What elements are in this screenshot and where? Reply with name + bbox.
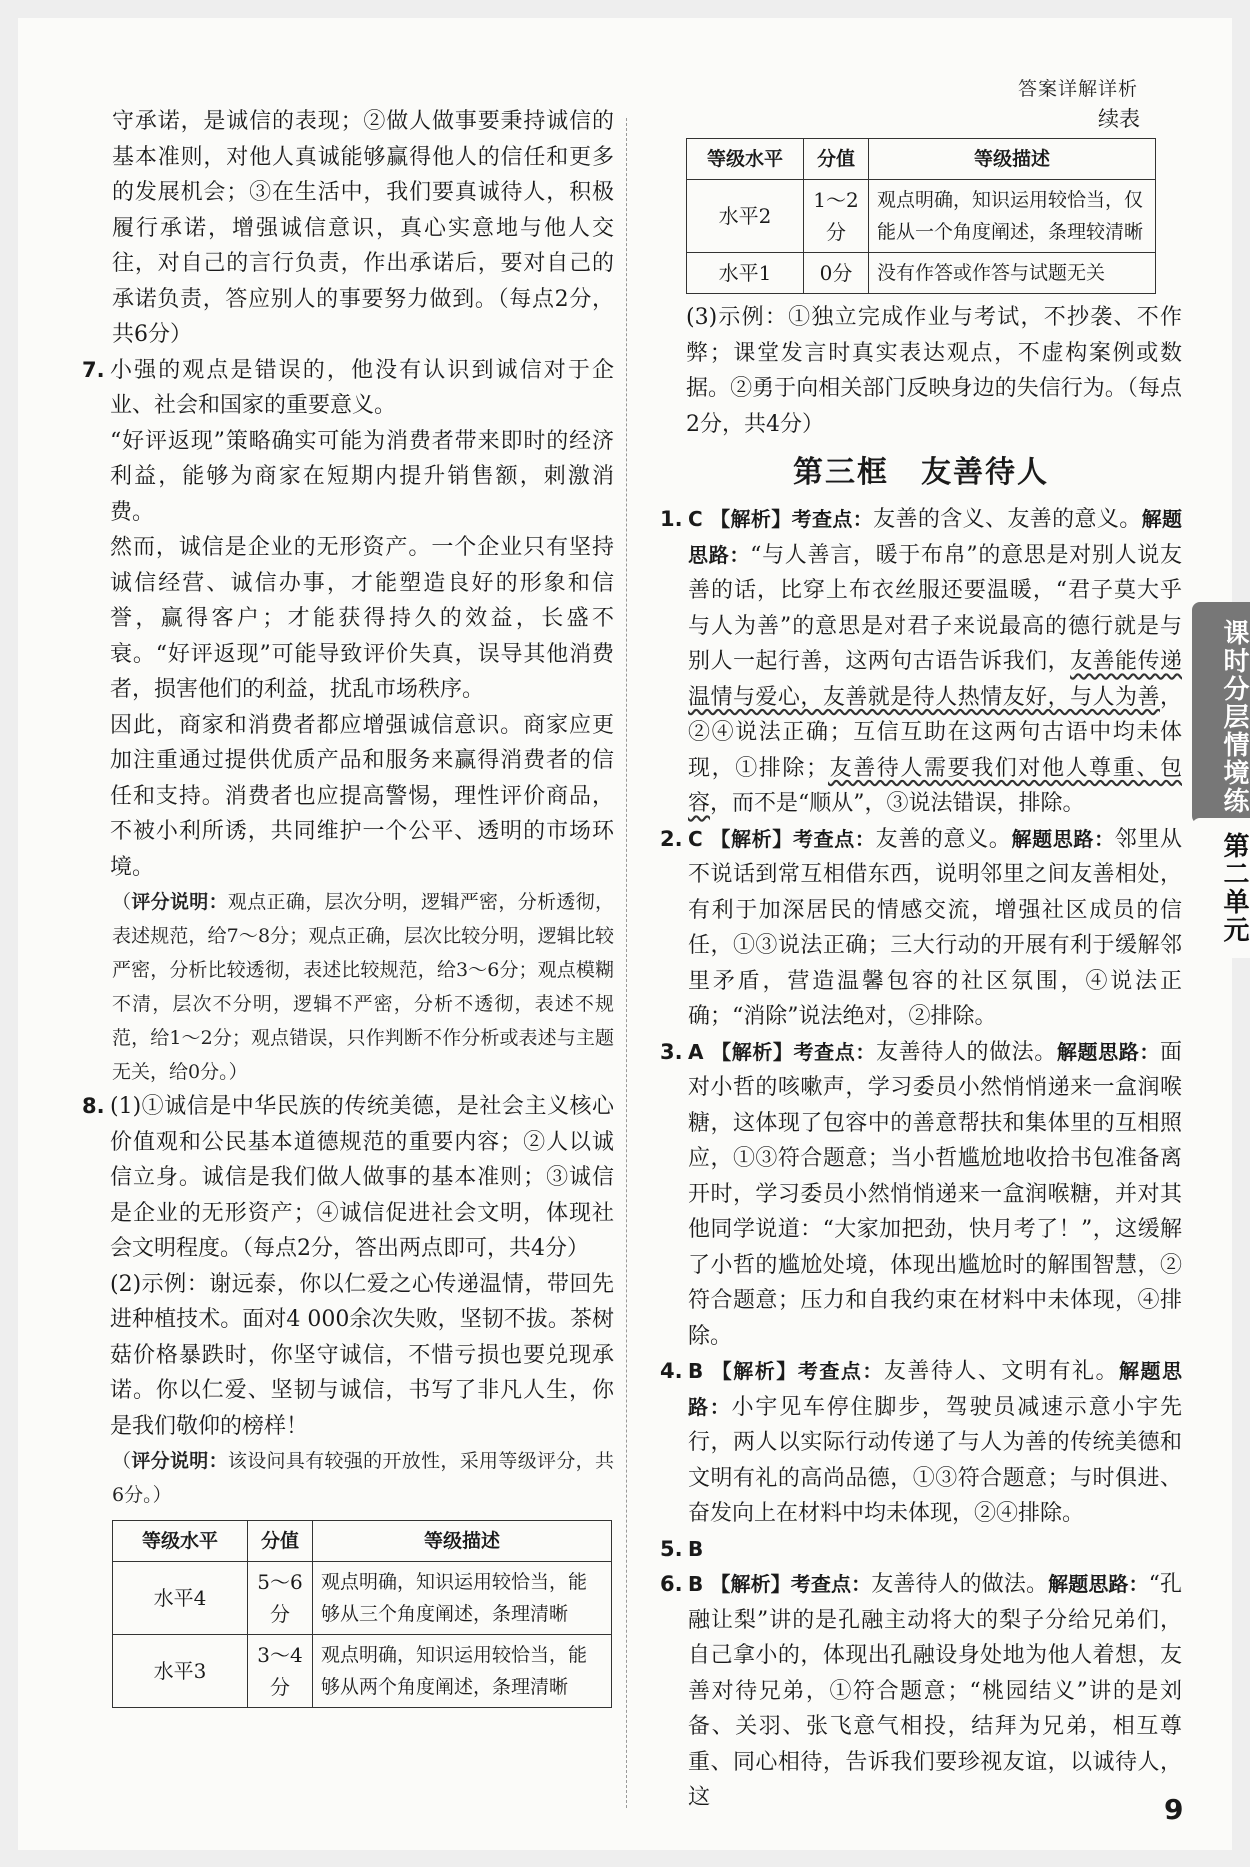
answer-choice: B — [688, 1536, 704, 1561]
column-divider — [626, 118, 627, 1808]
solution-text: “与人善言，暖于布帛”的意思是对别人说友善的话，比穿上布衣丝服还要温暖，“君子莫大乎与人为善”的意思是对君子来说最高的德行就是与别人一起行善，这两句古语告诉我们， — [688, 542, 1183, 674]
table-header: 等级描述 — [869, 139, 1156, 180]
answer-7-para-1: 小强的观点是错误的，他没有认识到诚信对于企业、社会和国家的重要意义。 — [110, 357, 614, 418]
scoring-note-label: 评分说明： — [131, 891, 228, 913]
answer-7-para-2: “好评返现”策略确实可能为消费者带来即时的经济利益，能够为商家在短期内提升销售额，刺激消费。 — [110, 428, 614, 525]
wavy-underline-text: 友善待人需要我们对他人尊重、包容 — [688, 755, 1182, 816]
table-row — [687, 253, 1156, 294]
continued-answer-6: 守承诺，是诚信的表现；②做人做事要秉持诚信的基本准则，对他人真诚能够赢得他人的信任和更多的发展机会；③在生活中，我们要真诚待人，积极履行承诺，增强诚信意识，真心实意地与他人交往，对自己的言行负责，作出承诺后，要对自己的承诺负责，答应别人的事要努力做到。（每点2分，共6分） — [112, 109, 614, 347]
answer-number: 7. — [82, 357, 105, 382]
answer-number: 4. — [660, 1359, 683, 1383]
table-row — [113, 1562, 612, 1635]
answer-8-part-3: (3)示例：①独立完成作业与考试，不抄袭、不作弊；课堂发言时真实表达观点，不虚构案例或数据。②勇于向相关部门反映身边的失信行为。（每点2分，共4分） — [686, 305, 1182, 437]
solution-label: 解题思路： — [1048, 1572, 1149, 1596]
scoring-note-text: 观点正确，层次分明，逻辑严密，分析透彻，表述规范，给7～8分；观点正确，层次比较分明，逻辑比较严密，分析比较透彻，表述比较规范，给3～6分；观点模糊不清，层次不分明，逻辑不严密，分析不透彻，表述不规范，给1～2分；观点错误，只作判断不作分析或表述与主题无关，给0分。） — [112, 891, 614, 1083]
wavy-underline-text: 友善能传递温情与爱心，友善就是待人热情友好，与人为善 — [688, 649, 1182, 710]
key-point-label: 考查点： — [793, 1039, 876, 1064]
answer-number: 5. — [660, 1536, 683, 1561]
solution-label: 解题思路： — [1056, 1039, 1160, 1064]
answer-8-part-2: (2)示例：谢远泰，你以仁爱之心传递温情，带回先进种植技术。面对4 000余次失败，坚韧不拔。茶树菇价格暴跌时，你坚守诚信，不惜亏损也要兑现承诺。你以仁爱、坚韧与诚信，书写了非凡人生，你是我们敬仰的榜样！ — [110, 1271, 614, 1439]
solution-label: 解题思路： — [1011, 826, 1115, 851]
key-point-label: 考查点： — [792, 826, 876, 851]
answer-choice: B — [688, 1572, 704, 1596]
analysis-tag: 【解析】 — [710, 826, 793, 851]
solution-text: 邻里从不说话到常互相借东西，说明邻里之间友善相处，有利于加深居民的情感交流，增强社区成员的信任，①③说法正确；三大行动的开展有利于缓解邻里矛盾，营造温馨包容的社区氛围，④说法正确；“消除”说法绝对，②排除。 — [688, 826, 1183, 1029]
answer-number: 1. — [660, 507, 683, 531]
key-point-label: 考查点： — [791, 507, 874, 531]
section-title: 第三框 友善待人 — [793, 455, 1049, 490]
answer-number: 6. — [660, 1572, 683, 1596]
description-cell: 没有作答或作答与试题无关 — [869, 253, 1156, 294]
answer-7 — [82, 353, 614, 886]
answer-number: 3. — [660, 1039, 683, 1064]
answer-item-3 — [660, 1035, 1182, 1355]
table-row — [687, 180, 1156, 253]
analysis-tag: 【解析】 — [710, 1572, 791, 1596]
key-point-label: 考查点： — [797, 1359, 884, 1383]
answer-choice: B — [688, 1359, 704, 1383]
answer-choice: C — [688, 507, 703, 531]
solution-text: ，而不是“顺从”，③说法错误，排除。 — [710, 791, 1085, 816]
answer-page — [18, 18, 1249, 1850]
analysis-tag: 【解析】 — [710, 507, 792, 531]
side-tab-unit: 第二单元 — [1192, 818, 1250, 958]
grading-table-continued — [686, 138, 1156, 294]
scoring-note-8: （评分说明：该设问具有较强的开放性，采用等级评分，共6分。） — [112, 1450, 614, 1506]
page-number: 9 — [1164, 1793, 1184, 1826]
key-point-text: 友善待人的做法。 — [876, 1039, 1057, 1065]
description-cell: 观点明确，知识运用较恰当，仅能从一个角度阐述，条理较清晰 — [869, 180, 1156, 253]
level-cell: 水平2 — [687, 180, 804, 253]
answer-7-para-4: 因此，商家和消费者都应增强诚信意识。商家应更加注重通过提供优质产品和服务来赢得消费者的信任和支持。消费者也应提高警惕，理性评价商品，不被小利所诱，共同维护一个公平、透明的市场环境。 — [110, 712, 614, 880]
table-header-row — [113, 1521, 612, 1562]
answer-number: 8. — [82, 1094, 105, 1118]
analysis-tag: 【解析】 — [711, 1359, 798, 1383]
score-cell: 1～2分 — [804, 180, 869, 253]
solution-label: 解题思路： — [688, 507, 1183, 567]
answer-choice: C — [688, 826, 703, 851]
answer-item-1 — [660, 502, 1182, 822]
left-column — [82, 104, 614, 1708]
answer-number: 2. — [660, 826, 683, 851]
solution-text: ，②④说法正确；互信互助在这两句古语中均未体现，①排除； — [688, 684, 1182, 781]
table-header: 分值 — [248, 1521, 313, 1562]
score-cell: 5～6分 — [248, 1562, 313, 1635]
key-point-text: 友善待人、文明有礼。 — [883, 1359, 1119, 1384]
score-cell: 3～4分 — [248, 1635, 313, 1708]
answer-choice: A — [688, 1039, 704, 1064]
table-header: 等级水平 — [687, 139, 804, 180]
answer-7-para-3: 然而，诚信是企业的无形资产。一个企业只有坚持诚信经营、诚信办事，才能塑造良好的形象和信誉，赢得客户；才能获得持久的效益，长盛不衰。“好评返现”可能导致评价失真，误导其他消费者，损害他们的利益，扰乱市场秩序。 — [110, 535, 614, 702]
table-row — [113, 1635, 612, 1708]
table-header: 等级描述 — [313, 1521, 612, 1562]
scoring-note-7: （评分说明：观点正确，层次分明，逻辑严密，分析透彻，表述规范，给7～8分；观点正确，层次比较分明，逻辑比较严密，分析比较透彻，表述比较规范，给3～6分；观点模糊不清，层次不分明，逻辑不严密，分析不透彻，表述不规范，给1～2分；观点错误，只作判断不作分析或表述与主题无关，给0分。） — [112, 891, 614, 1083]
level-cell: 水平4 — [113, 1562, 248, 1635]
description-cell: 观点明确，知识运用较恰当，能够从两个角度阐述，条理清晰 — [313, 1635, 612, 1708]
table-header: 等级水平 — [113, 1521, 248, 1562]
side-tab-section: 课时分层情境练 — [1192, 602, 1250, 824]
continued-table-label: 续表 — [1098, 107, 1140, 131]
answer-item-2 — [660, 822, 1182, 1035]
scoring-note-label: 评分说明： — [131, 1450, 228, 1472]
solution-text: 面对小哲的咳嗽声，学习委员小然悄悄递来一盒润喉糖，这体现了包容中的善意帮扶和集体里的互相照应，①③符合题意；当小哲尴尬地收拾书包准备离开时，学习委员小然悄悄递来一盒润喉糖，并对其他同学说道：“大家加把劲，快月考了！”，这缓解了小哲的尴尬处境，体现出尴尬时的解围智慧，②符合题意；压力和自我约束在材料中未体现，④排除。 — [688, 1039, 1182, 1349]
description-cell: 观点明确，知识运用较恰当，能够从三个角度阐述，条理清晰 — [313, 1562, 612, 1635]
key-point-text: 友善的含义、友善的意义。 — [873, 507, 1142, 532]
answer-item-6 — [660, 1567, 1182, 1816]
level-cell: 水平3 — [113, 1635, 248, 1708]
key-point-text: 友善的意义。 — [875, 826, 1012, 852]
header-title: 答案详解详析 — [1018, 78, 1139, 100]
solution-label: 解题思路： — [688, 1359, 1183, 1419]
solution-text: 小宇见车停住脚步，驾驶员减速示意小宇先行，两人以实际行动传递了与人为善的传统美德和文明有礼的高尚品德，①③符合题意；与时俱进、奋发向上在材料中均未体现，②④排除。 — [688, 1394, 1182, 1526]
key-point-text: 友善待人的做法。 — [871, 1572, 1049, 1597]
level-cell: 水平1 — [687, 253, 804, 294]
solution-text: “孔融让梨”讲的是孔融主动将大的梨子分给兄弟们，自己拿小的，体现出孔融设身处地为他人着想，友善对待兄弟，①符合题意；“桃园结义”讲的是刘备、关羽、张飞意气相投，结拜为兄弟，相互尊重、同心相待，告诉我们要珍视友谊，以诚待人，这 — [688, 1572, 1183, 1810]
answer-item-4 — [660, 1354, 1182, 1532]
table-header: 分值 — [804, 139, 869, 180]
table-header-row — [687, 139, 1156, 180]
scoring-note-text: 该设问具有较强的开放性，采用等级评分，共6分。） — [112, 1450, 614, 1506]
key-point-label: 考查点： — [790, 1572, 872, 1596]
answer-item-5 — [660, 1532, 1182, 1568]
analysis-tag: 【解析】 — [711, 1039, 794, 1064]
right-column — [660, 104, 1182, 1816]
grading-table — [112, 1520, 612, 1708]
answer-8 — [82, 1089, 614, 1444]
answer-8-part-1: (1)①诚信是中华民族的传统美德，是社会主义核心价值观和公民基本道德规范的重要内容；②人以诚信立身。诚信是我们做人做事的基本准则；③诚信是企业的无形资产；④诚信促进社会文明，体现社会文明程度。（每点2分，答出两点即可，共4分） — [110, 1094, 614, 1261]
score-cell: 0分 — [804, 253, 869, 294]
